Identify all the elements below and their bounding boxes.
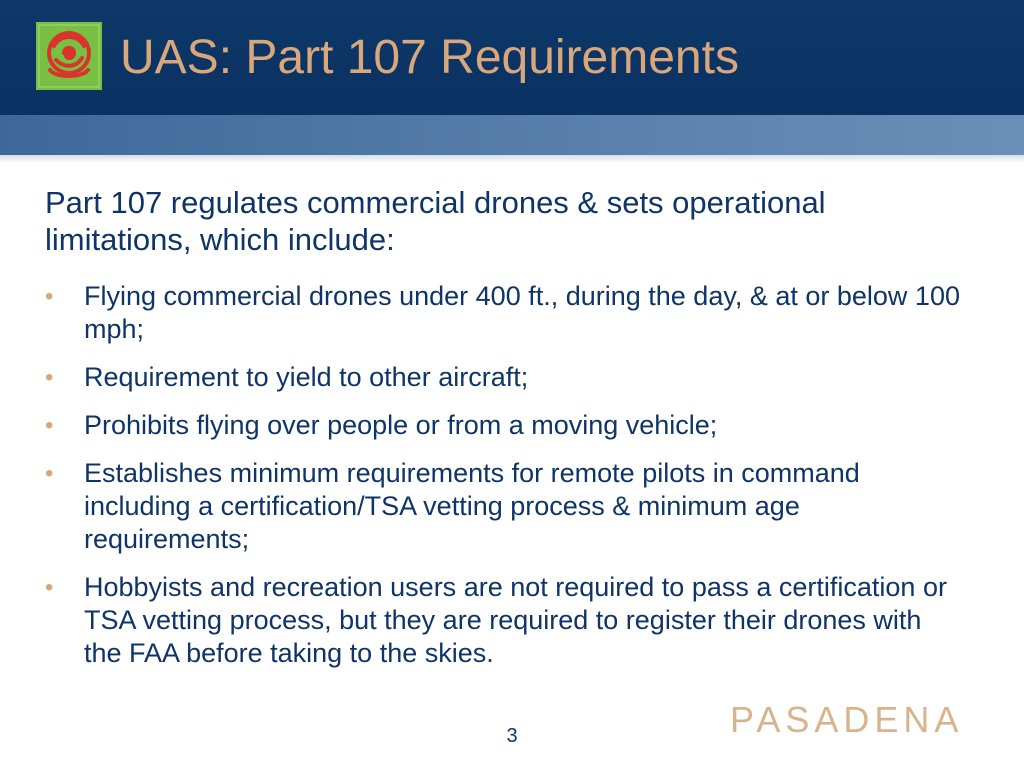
slide-body xyxy=(45,184,965,685)
bullet-list xyxy=(45,280,965,670)
bullet-item xyxy=(45,571,965,670)
intro-text: Part 107 regulates commercial drones & sets operational limitations, which include: xyxy=(45,185,826,257)
header-accent-band xyxy=(0,115,1024,155)
slide-title: UAS: Part 107 Requirements xyxy=(120,31,739,84)
bullet-icon: • xyxy=(45,412,54,439)
rose-logo-icon xyxy=(36,22,102,90)
header-shadow xyxy=(0,155,1024,163)
bullet-item xyxy=(45,361,965,394)
page-number: 3 xyxy=(506,725,518,747)
bullet-text: Establishes minimum requirements for remote pilots in command including a certification/TSA vetting process & minimum age requirements; xyxy=(84,458,860,554)
bullet-item xyxy=(45,409,965,442)
bullet-text: Requirement to yield to other aircraft; xyxy=(84,362,529,392)
pasadena-wordmark: PASADENA xyxy=(730,699,964,740)
bullet-item xyxy=(45,457,965,556)
bullet-icon: • xyxy=(45,364,54,391)
bullet-text: Prohibits flying over people or from a moving vehicle; xyxy=(84,410,718,440)
bullet-text: Flying commercial drones under 400 ft., during the day, & at or below 100 mph; xyxy=(84,281,960,344)
bullet-icon: • xyxy=(45,283,54,310)
bullet-icon: • xyxy=(45,460,54,487)
bullet-text: Hobbyists and recreation users are not required to pass a certification or TSA vetting process, but they are required to register their drones with the FAA before taking to the skies. xyxy=(84,572,947,668)
bullet-icon: • xyxy=(45,574,54,601)
bullet-item xyxy=(45,280,965,346)
